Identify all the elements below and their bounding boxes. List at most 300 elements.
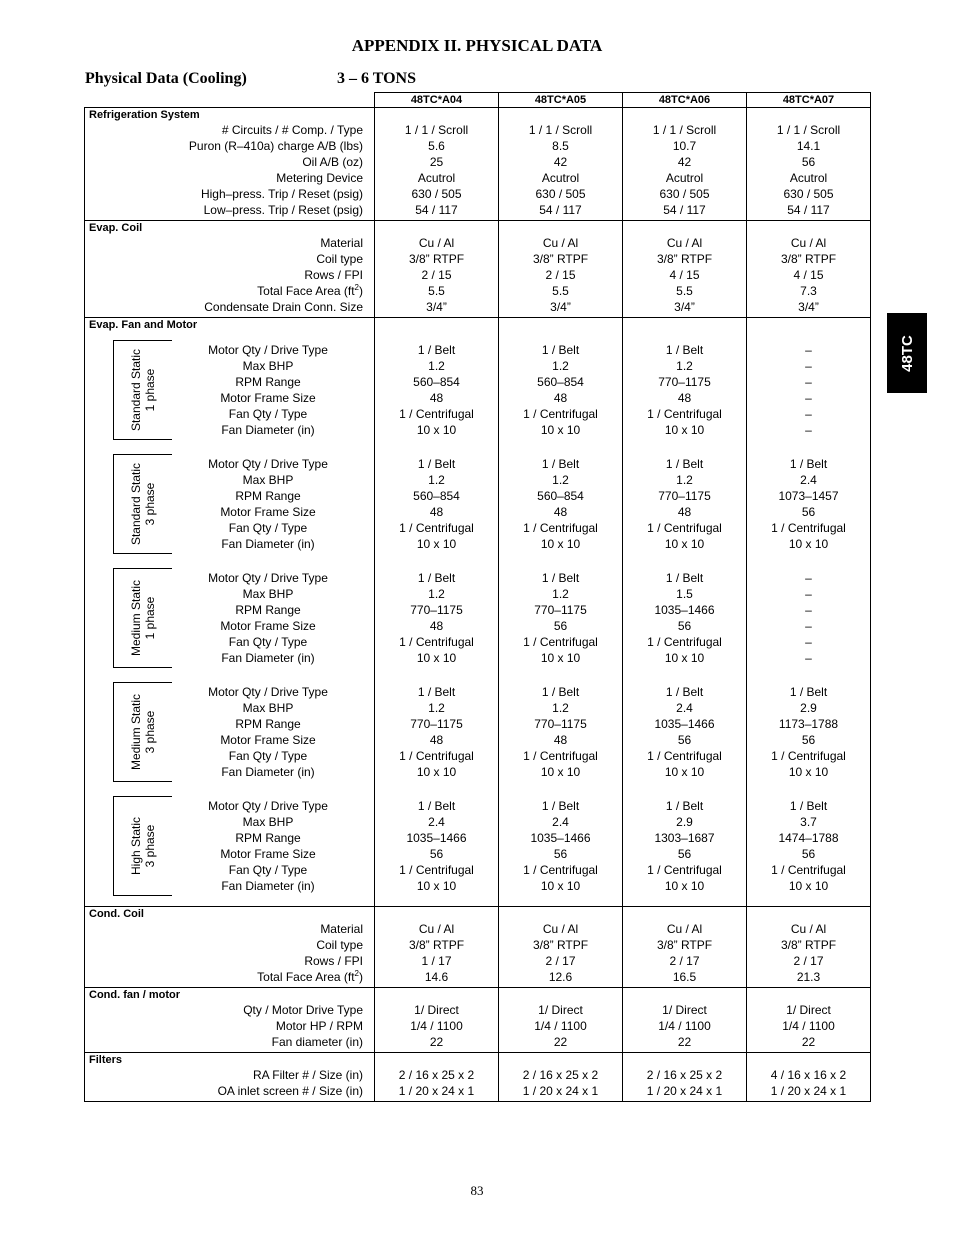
cell-value: 1.2 — [428, 473, 445, 487]
cell-value: 48 — [677, 391, 692, 405]
cell-value: 3/8” RTPF — [532, 252, 589, 266]
row-label: Motor Qty / Drive Type — [208, 571, 328, 585]
cell-value: 1 / Belt — [417, 457, 456, 471]
cell-value: 4 / 16 x 16 x 2 — [770, 1068, 847, 1082]
cell-value: 10.7 — [672, 139, 697, 153]
cell-value: 48 — [677, 505, 692, 519]
header-row — [85, 93, 871, 108]
column-header: 48TC*A07 — [747, 93, 871, 108]
row-label: Low–press. Trip / Reset (psig) — [203, 203, 363, 217]
cell-value: – — [805, 391, 812, 405]
cell-value: 22 — [801, 1035, 816, 1049]
fan-group-phase: 1 phase — [143, 596, 157, 640]
row-label: Material — [320, 236, 363, 250]
cell-value: 48 — [429, 619, 444, 633]
cell-value: 770–1175 — [534, 603, 587, 617]
cell-value: 1 / Belt — [665, 799, 704, 813]
row-label: Metering Device — [276, 171, 363, 185]
cell-value: 48 — [553, 391, 568, 405]
row-label: RA Filter # / Size (in) — [252, 1068, 363, 1082]
cell-value: 1073–1457 — [778, 489, 839, 503]
section-body-row — [85, 921, 871, 988]
cell-value: 1.2 — [552, 701, 569, 715]
row-label: Total Face Area $(ft^2)$ — [257, 969, 363, 984]
section-body-row — [85, 1067, 871, 1102]
header-blank — [85, 93, 375, 108]
cell-value: 21.3 — [796, 970, 821, 984]
cell-value: 1 / 20 x 24 x 1 — [398, 1084, 475, 1098]
cell-value: 56 — [677, 619, 692, 633]
cell-value: 1 / Centrifugal — [647, 749, 722, 763]
fan-group-name: Medium Static — [129, 693, 143, 771]
cell-value: 1.2 — [428, 359, 445, 373]
cell-value: 10 x 10 — [416, 423, 457, 437]
fan-group — [85, 798, 363, 894]
row-label: Coil type — [316, 252, 363, 266]
cell-value: 42 — [677, 155, 692, 169]
cell-value: 54 / 117 — [415, 203, 458, 217]
cell-value: 1/ Direct — [662, 1003, 707, 1017]
cell-value: 1/4 / 1100 — [658, 1019, 711, 1033]
row-label: Material — [320, 922, 363, 936]
table-body — [85, 108, 871, 1102]
cell-value: 56 — [677, 733, 692, 747]
cell-value: 8.5 — [552, 139, 569, 153]
cell-value: 54 / 117 — [663, 203, 706, 217]
cell-value: 3/4” — [550, 300, 571, 314]
cell-value: 2 / 15 — [545, 268, 576, 282]
fan-group-name: High Static — [129, 816, 143, 876]
cell-value: 1/4 / 1100 — [410, 1019, 463, 1033]
row-label: Fan Qty / Type — [228, 521, 308, 535]
cell-value: 12.6 — [548, 970, 573, 984]
model-column-values — [375, 235, 499, 318]
page-number: 83 — [470, 1183, 484, 1198]
cell-value: 1 / Centrifugal — [523, 749, 598, 763]
row-label: Motor HP / RPM — [275, 1019, 363, 1033]
cell-value: 56 — [553, 847, 568, 861]
cell-value: Acutrol — [665, 171, 704, 185]
cell-value: 1/ Direct — [538, 1003, 583, 1017]
model-column-values — [747, 235, 871, 318]
row-label: Max BHP — [242, 815, 294, 829]
cell-value: Cu / Al — [542, 922, 579, 936]
cell-value: 22 — [429, 1035, 444, 1049]
cell-value: 1 / Centrifugal — [399, 407, 474, 421]
cell-value: 14.6 — [424, 970, 449, 984]
cell-value: 1/4 / 1100 — [782, 1019, 835, 1033]
section-heading-row — [85, 108, 871, 123]
cell-value: 56 — [801, 847, 816, 861]
row-label: # Circuits / # Comp. / Type — [221, 123, 363, 137]
column-header: 48TC*A06 — [623, 93, 747, 108]
cell-value: 2.4 — [676, 701, 693, 715]
cell-value: 2.4 — [552, 815, 569, 829]
cell-value: 1 / Belt — [665, 685, 704, 699]
row-label: Fan Diameter (in) — [221, 765, 315, 779]
model-column-values — [499, 122, 623, 221]
row-label: Motor Frame Size — [220, 391, 316, 405]
cell-value: 770–1175 — [410, 717, 463, 731]
cell-value: 560–854 — [413, 489, 460, 503]
column-header: 48TC*A05 — [499, 93, 623, 108]
cell-value: 1 / 1 / Scroll — [652, 123, 717, 137]
model-column-values — [747, 1002, 871, 1053]
cell-value: 10 x 10 — [416, 765, 457, 779]
fan-group — [85, 456, 363, 552]
cell-value: 3/4” — [798, 300, 819, 314]
section-heading: Evap. Fan and Motor — [85, 318, 375, 333]
section-body-row — [85, 235, 871, 318]
cell-value: 10 x 10 — [540, 765, 581, 779]
row-label: Fan Diameter (in) — [221, 651, 315, 665]
row-label: Motor Frame Size — [220, 847, 316, 861]
cell-value: 1 / Belt — [665, 343, 704, 357]
cell-value: – — [805, 343, 812, 357]
row-label: Motor Frame Size — [220, 733, 316, 747]
cell-value: 560–854 — [413, 375, 460, 389]
cell-value: Cu / Al — [542, 236, 579, 250]
cell-value: 56 — [429, 847, 444, 861]
model-column-values — [623, 1002, 747, 1053]
cell-value: 10 x 10 — [788, 879, 829, 893]
cell-value: 1 / Centrifugal — [523, 863, 598, 877]
model-column-values — [499, 921, 623, 988]
cell-value: 10 x 10 — [416, 651, 457, 665]
model-column-values — [747, 1067, 871, 1102]
row-label: Max BHP — [242, 473, 294, 487]
cell-value: 1 / Belt — [541, 685, 580, 699]
cell-value: 1 / Belt — [789, 457, 828, 471]
cell-value: 10 x 10 — [540, 537, 581, 551]
cell-value: 25 — [429, 155, 444, 169]
model-column-values — [623, 332, 747, 907]
cell-value: 10 x 10 — [540, 651, 581, 665]
cell-value: 1 / Belt — [541, 799, 580, 813]
cell-value: 560–854 — [537, 375, 584, 389]
cell-value: 3/8” RTPF — [780, 938, 837, 952]
row-label: Motor Qty / Drive Type — [208, 685, 328, 699]
fan-group-phase: 3 phase — [143, 824, 157, 868]
row-label: RPM Range — [235, 717, 301, 731]
row-label: OA inlet screen # / Size (in) — [217, 1084, 363, 1098]
cell-value: 630 / 505 — [535, 187, 586, 201]
cell-value: 2 / 16 x 25 x 2 — [398, 1068, 475, 1082]
row-label: Coil type — [316, 938, 363, 952]
cell-value: 1.2 — [676, 473, 693, 487]
cell-value: 770–1175 — [658, 489, 711, 503]
fan-group-label-box — [113, 796, 172, 896]
row-label: RPM Range — [235, 831, 301, 845]
cell-value: 1.2 — [428, 701, 445, 715]
cell-value: 10 x 10 — [416, 537, 457, 551]
row-label: Fan Diameter (in) — [221, 423, 315, 437]
cell-value: 3/8” RTPF — [780, 252, 837, 266]
cell-value: 1 / Belt — [789, 685, 828, 699]
cell-value: 2 / 15 — [421, 268, 452, 282]
cell-value: 48 — [553, 505, 568, 519]
cell-value: 3/8” RTPF — [656, 252, 713, 266]
row-label: Condensate Drain Conn. Size — [204, 300, 363, 314]
page-title: APPENDIX II. PHYSICAL DATA — [351, 36, 603, 55]
cell-value: 2 / 16 x 25 x 2 — [646, 1068, 723, 1082]
row-label: Qty / Motor Drive Type — [243, 1003, 363, 1017]
model-column-values — [499, 235, 623, 318]
cell-value: 1 / Centrifugal — [771, 749, 846, 763]
cell-value: 1 / Belt — [665, 457, 704, 471]
cell-value: 3/4” — [674, 300, 695, 314]
model-column-values — [623, 235, 747, 318]
fan-group-name: Medium Static — [129, 579, 143, 657]
cell-value: – — [805, 619, 812, 633]
model-column-values — [375, 1002, 499, 1053]
cell-value: 1035–1466 — [530, 831, 591, 845]
row-label: Fan Qty / Type — [228, 863, 308, 877]
cell-value: 10 x 10 — [540, 423, 581, 437]
cell-value: 5.5 — [552, 284, 569, 298]
cell-value: 3/4” — [426, 300, 447, 314]
fan-group-label-box — [113, 340, 172, 440]
cell-value: 54 / 117 — [787, 203, 830, 217]
section-heading: Refrigeration System — [85, 108, 375, 123]
cell-value: Cu / Al — [418, 236, 455, 250]
section-body-row — [85, 332, 871, 907]
model-column-values — [375, 122, 499, 221]
row-label: Fan Qty / Type — [228, 749, 308, 763]
cell-value: 56 — [801, 733, 816, 747]
cell-value: 10 x 10 — [664, 651, 705, 665]
model-column-values — [623, 1067, 747, 1102]
cell-value: 10 x 10 — [788, 765, 829, 779]
table-subtitle — [85, 70, 416, 88]
cell-value: 5.6 — [428, 139, 445, 153]
cell-value: 2.9 — [676, 815, 693, 829]
cell-value: 1.2 — [676, 359, 693, 373]
cell-value: 630 / 505 — [411, 187, 462, 201]
cell-value: Acutrol — [417, 171, 456, 185]
fan-group-phase: 3 phase — [143, 482, 157, 526]
model-column-values — [747, 122, 871, 221]
cell-value: 1 / Centrifugal — [771, 863, 846, 877]
label-column — [85, 1067, 375, 1102]
model-column-values — [623, 122, 747, 221]
cell-value: 770–1175 — [410, 603, 463, 617]
cell-value: – — [805, 359, 812, 373]
section-heading-row — [85, 1053, 871, 1068]
cell-value: 56 — [553, 619, 568, 633]
cell-value: 42 — [553, 155, 568, 169]
cell-value: 2.4 — [428, 815, 445, 829]
cell-value: 1035–1466 — [654, 717, 715, 731]
section-heading-row — [85, 221, 871, 236]
cell-value: Cu / Al — [666, 236, 703, 250]
cell-value: 10 x 10 — [416, 879, 457, 893]
row-label: Motor Frame Size — [220, 619, 316, 633]
cell-value: 2 / 16 x 25 x 2 — [522, 1068, 599, 1082]
cell-value: 10 x 10 — [788, 537, 829, 551]
cell-value: 48 — [429, 505, 444, 519]
cell-value: 2.4 — [800, 473, 817, 487]
cell-value: 1 / Centrifugal — [647, 863, 722, 877]
section-heading: Evap. Coil — [85, 221, 375, 236]
model-column-values — [747, 921, 871, 988]
cell-value: 1303–1687 — [654, 831, 715, 845]
row-label: Motor Qty / Drive Type — [208, 457, 328, 471]
row-label: RPM Range — [235, 603, 301, 617]
row-label: Rows / FPI — [304, 954, 363, 968]
cell-value: – — [805, 375, 812, 389]
cell-value: 1 / Centrifugal — [399, 635, 474, 649]
row-label: RPM Range — [235, 489, 301, 503]
fan-group — [85, 342, 363, 438]
cell-value: 1 / Centrifugal — [771, 521, 846, 535]
section-heading: Filters — [85, 1053, 375, 1068]
cell-value: 1 / 17 — [421, 954, 452, 968]
row-label: Puron (R–410a) charge A/B (lbs) — [188, 139, 363, 153]
cell-value: 10 x 10 — [664, 537, 705, 551]
row-label: Motor Qty / Drive Type — [208, 343, 328, 357]
cell-value: 10 x 10 — [540, 879, 581, 893]
cell-value: 1 / 1 / Scroll — [776, 123, 841, 137]
cell-value: 1 / Belt — [789, 799, 828, 813]
cell-value: 3/8” RTPF — [532, 938, 589, 952]
cell-value: 1 / 1 / Scroll — [404, 123, 469, 137]
cell-value: 1035–1466 — [654, 603, 715, 617]
cell-value: 1 / Belt — [417, 685, 456, 699]
model-column-values — [375, 1067, 499, 1102]
row-label: Motor Frame Size — [220, 505, 316, 519]
section-body-row — [85, 122, 871, 221]
cell-value: 1 / Centrifugal — [399, 521, 474, 535]
row-label: Oil A/B (oz) — [302, 155, 363, 169]
fan-group-label-box — [113, 568, 172, 668]
fan-group-label-box — [113, 682, 172, 782]
cell-value: 1 / Belt — [417, 343, 456, 357]
cell-value: 1.2 — [428, 587, 445, 601]
cell-value: 1 / 20 x 24 x 1 — [770, 1084, 847, 1098]
cell-value: – — [805, 571, 812, 585]
model-column-values — [623, 921, 747, 988]
cell-value: 2 / 17 — [793, 954, 824, 968]
cell-value: 5.5 — [428, 284, 445, 298]
section-heading-row — [85, 318, 871, 333]
cell-value: 10 x 10 — [664, 423, 705, 437]
cell-value: 4 / 15 — [669, 268, 700, 282]
label-column — [85, 1002, 375, 1053]
cell-value: 1.2 — [552, 587, 569, 601]
cell-value: 48 — [429, 733, 444, 747]
cell-value: 1 / Belt — [541, 571, 580, 585]
cell-value: 1 / Belt — [541, 343, 580, 357]
cell-value: 1/ Direct — [786, 1003, 831, 1017]
section-heading-row — [85, 988, 871, 1003]
cell-value: 7.3 — [800, 284, 817, 298]
cell-value: Cu / Al — [790, 236, 827, 250]
cell-value: 1 / Centrifugal — [399, 863, 474, 877]
cell-value: 770–1175 — [658, 375, 711, 389]
label-column — [85, 235, 375, 318]
cell-value: 3/8” RTPF — [408, 252, 465, 266]
row-label: Max BHP — [242, 701, 294, 715]
row-label: Fan Diameter (in) — [221, 537, 315, 551]
cell-value: 1035–1466 — [406, 831, 467, 845]
fan-group-name: Standard Static — [129, 348, 143, 432]
cell-value: – — [805, 603, 812, 617]
subtitle-label: Physical Data (Cooling) — [85, 70, 247, 87]
cell-value: 1.2 — [552, 359, 569, 373]
cell-value: 14.1 — [796, 139, 821, 153]
column-header: 48TC*A04 — [375, 93, 499, 108]
cell-value: 1474–1788 — [778, 831, 839, 845]
model-column-values — [499, 1067, 623, 1102]
cell-value: 560–854 — [537, 489, 584, 503]
label-column — [85, 122, 375, 221]
cell-value: 5.5 — [676, 284, 693, 298]
cell-value: – — [805, 635, 812, 649]
row-label: Fan Qty / Type — [228, 635, 308, 649]
cell-value: – — [805, 651, 812, 665]
cell-value: 10 x 10 — [664, 765, 705, 779]
model-column-values — [375, 921, 499, 988]
model-column-values — [499, 1002, 623, 1053]
cell-value: 3.7 — [800, 815, 817, 829]
cell-value: – — [805, 587, 812, 601]
fan-group-label-box — [113, 454, 172, 554]
row-label: Fan diameter (in) — [271, 1035, 363, 1049]
cell-value: 1 / Centrifugal — [523, 407, 598, 421]
row-label: Fan Diameter (in) — [221, 879, 315, 893]
model-column-values — [747, 332, 871, 907]
cell-value: 1 / Belt — [665, 571, 704, 585]
fan-group-phase: 1 phase — [143, 368, 157, 412]
cell-value: 1 / Belt — [417, 799, 456, 813]
cell-value: 630 / 505 — [659, 187, 710, 201]
cell-value: Cu / Al — [418, 922, 455, 936]
cell-value: 48 — [553, 733, 568, 747]
cell-value: 1 / Centrifugal — [647, 521, 722, 535]
model-column-values — [499, 332, 623, 907]
fan-group-phase: 3 phase — [143, 710, 157, 754]
section-heading: Cond. fan / motor — [85, 988, 375, 1003]
cell-value: 1 / Centrifugal — [399, 749, 474, 763]
cell-value: 1 / Belt — [417, 571, 456, 585]
cell-value: 1 / Centrifugal — [523, 635, 598, 649]
cell-value: 3/8” RTPF — [408, 938, 465, 952]
cell-value: 1/4 / 1100 — [534, 1019, 587, 1033]
row-label: RPM Range — [235, 375, 301, 389]
cell-value: 1 / Centrifugal — [647, 407, 722, 421]
cell-value: 4 / 15 — [793, 268, 824, 282]
cell-value: 1 / Belt — [541, 457, 580, 471]
cell-value: 10 x 10 — [664, 879, 705, 893]
cell-value: Cu / Al — [666, 922, 703, 936]
cell-value: 56 — [801, 505, 816, 519]
row-label: Total Face Area $(ft^2)$ — [257, 283, 363, 298]
label-column — [85, 921, 375, 988]
section-heading-row — [85, 907, 871, 922]
model-column-values — [375, 332, 499, 907]
section-heading: Cond. Coil — [85, 907, 375, 922]
cell-value: 56 — [677, 847, 692, 861]
row-label: Max BHP — [242, 587, 294, 601]
cell-value: 56 — [801, 155, 816, 169]
row-label: Fan Qty / Type — [228, 407, 308, 421]
side-tab-label: 48TC — [898, 334, 916, 372]
row-label: Rows / FPI — [304, 268, 363, 282]
cell-value: 1 / Centrifugal — [647, 635, 722, 649]
cell-value: 22 — [553, 1035, 568, 1049]
cell-value: 2 / 17 — [545, 954, 576, 968]
